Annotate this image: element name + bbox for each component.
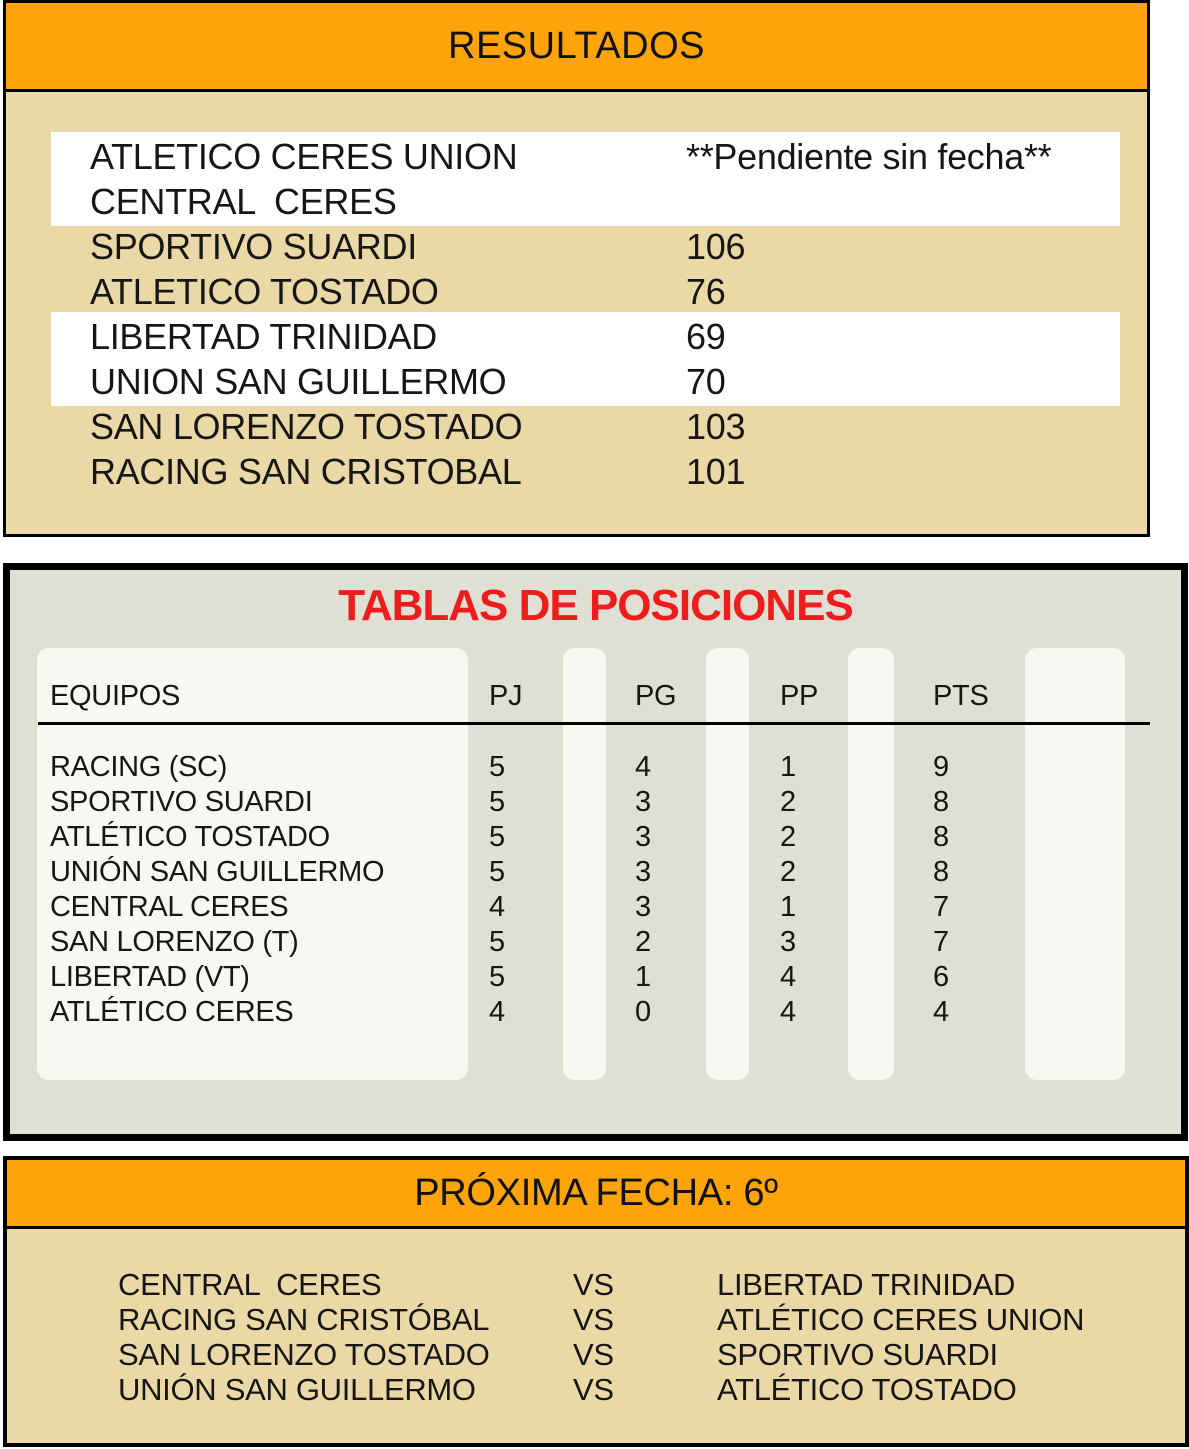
pp-value: 4 <box>780 996 796 1028</box>
pp-value: 1 <box>780 751 796 783</box>
results-rows <box>6 92 1147 494</box>
team-name: UNIÓN SAN GUILLERMO <box>50 856 385 888</box>
results-section <box>3 0 1150 537</box>
result-value: 70 <box>686 360 726 402</box>
standings-row <box>10 785 1181 820</box>
team-name: RACING SAN CRISTOBAL <box>90 450 522 492</box>
fixtures-header <box>7 1160 1185 1229</box>
column-header-pp: PP <box>780 679 819 712</box>
result-value: 106 <box>686 225 746 267</box>
team-name: SAN LORENZO (T) <box>50 926 299 958</box>
home-team: RACING SAN CRISTÓBAL <box>118 1301 490 1337</box>
fixtures-title: PRÓXIMA FECHA: 6º <box>414 1171 778 1214</box>
away-team: ATLÉTICO CERES UNION <box>717 1301 1085 1337</box>
vs-label: VS <box>573 1266 614 1302</box>
home-team: SAN LORENZO TOSTADO <box>118 1336 490 1372</box>
result-row <box>6 179 1147 224</box>
team-name: LIBERTAD TRINIDAD <box>90 315 437 357</box>
pg-value: 4 <box>635 751 651 783</box>
pp-value: 3 <box>780 926 796 958</box>
team-name: ATLÉTICO CERES <box>50 996 294 1028</box>
result-row <box>6 269 1147 314</box>
pj-value: 5 <box>489 961 505 993</box>
team-name: CENTRAL CERES <box>90 180 397 222</box>
pp-value: 4 <box>780 961 796 993</box>
team-name: ATLÉTICO TOSTADO <box>50 821 330 853</box>
fixture-row <box>7 1372 1185 1407</box>
team-name: SPORTIVO SUARDI <box>90 225 417 267</box>
standings-title: TABLAS DE POSICIONES <box>338 581 853 630</box>
pp-value: 2 <box>780 821 796 853</box>
column-header-pg: PG <box>635 679 677 712</box>
team-name: LIBERTAD (VT) <box>50 961 250 993</box>
results-title: RESULTADOS <box>448 24 705 67</box>
header-divider-rule <box>38 722 1150 725</box>
standings-row <box>10 960 1181 995</box>
result-value: 103 <box>686 405 746 447</box>
pj-value: 5 <box>489 751 505 783</box>
pj-value: 4 <box>489 996 505 1028</box>
team-name: SAN LORENZO TOSTADO <box>90 405 523 447</box>
fixtures-section <box>3 1156 1189 1447</box>
column-header-pts: PTS <box>933 679 989 712</box>
vs-label: VS <box>573 1301 614 1337</box>
team-name: ATLETICO TOSTADO <box>90 270 439 312</box>
away-team: ATLÉTICO TOSTADO <box>717 1371 1017 1407</box>
pts-value: 8 <box>933 821 949 853</box>
pp-value: 2 <box>780 786 796 818</box>
pj-value: 4 <box>489 891 505 923</box>
team-name: RACING (SC) <box>50 751 228 783</box>
pg-value: 3 <box>635 786 651 818</box>
pts-value: 7 <box>933 891 949 923</box>
pg-value: 3 <box>635 821 651 853</box>
standings-row <box>10 855 1181 890</box>
team-name: SPORTIVO SUARDI <box>50 786 313 818</box>
pg-value: 0 <box>635 996 651 1028</box>
pts-value: 6 <box>933 961 949 993</box>
pts-value: 4 <box>933 996 949 1028</box>
result-value: **Pendiente sin fecha** <box>686 135 1052 177</box>
result-value: 101 <box>686 450 746 492</box>
standings-row <box>10 925 1181 960</box>
pts-value: 9 <box>933 751 949 783</box>
fixtures-body <box>7 1229 1185 1407</box>
away-team: LIBERTAD TRINIDAD <box>717 1266 1016 1302</box>
standings-row <box>10 820 1181 855</box>
standings-header-row <box>10 670 1181 722</box>
pts-value: 7 <box>933 926 949 958</box>
home-team: UNIÓN SAN GUILLERMO <box>118 1371 476 1407</box>
pg-value: 3 <box>635 856 651 888</box>
pj-value: 5 <box>489 926 505 958</box>
results-header <box>6 3 1147 92</box>
standings-section <box>3 563 1188 1141</box>
pg-value: 3 <box>635 891 651 923</box>
fixture-row <box>7 1267 1185 1302</box>
home-team: CENTRAL CERES <box>118 1266 382 1302</box>
pg-value: 2 <box>635 926 651 958</box>
pp-value: 1 <box>780 891 796 923</box>
vs-label: VS <box>573 1336 614 1372</box>
pp-value: 2 <box>780 856 796 888</box>
column-header-pj: PJ <box>489 679 523 712</box>
result-row <box>6 449 1147 494</box>
result-value: 76 <box>686 270 726 312</box>
standings-row <box>10 890 1181 925</box>
results-body <box>6 92 1147 531</box>
result-value: 69 <box>686 315 726 357</box>
team-name: UNION SAN GUILLERMO <box>90 360 507 402</box>
vs-label: VS <box>573 1371 614 1407</box>
standings-row <box>10 995 1181 1030</box>
fixture-row <box>7 1302 1185 1337</box>
column-header-equipos: EQUIPOS <box>50 679 181 712</box>
standings-rows <box>10 750 1181 1030</box>
team-name: CENTRAL CERES <box>50 891 289 923</box>
result-row <box>6 224 1147 269</box>
result-row <box>6 359 1147 404</box>
result-row <box>6 134 1147 179</box>
result-row <box>6 314 1147 359</box>
pj-value: 5 <box>489 786 505 818</box>
standings-row <box>10 750 1181 785</box>
team-name: ATLETICO CERES UNION <box>90 135 518 177</box>
result-row <box>6 404 1147 449</box>
pg-value: 1 <box>635 961 651 993</box>
pj-value: 5 <box>489 856 505 888</box>
pts-value: 8 <box>933 786 949 818</box>
pj-value: 5 <box>489 821 505 853</box>
away-team: SPORTIVO SUARDI <box>717 1336 998 1372</box>
pts-value: 8 <box>933 856 949 888</box>
fixture-row <box>7 1337 1185 1372</box>
